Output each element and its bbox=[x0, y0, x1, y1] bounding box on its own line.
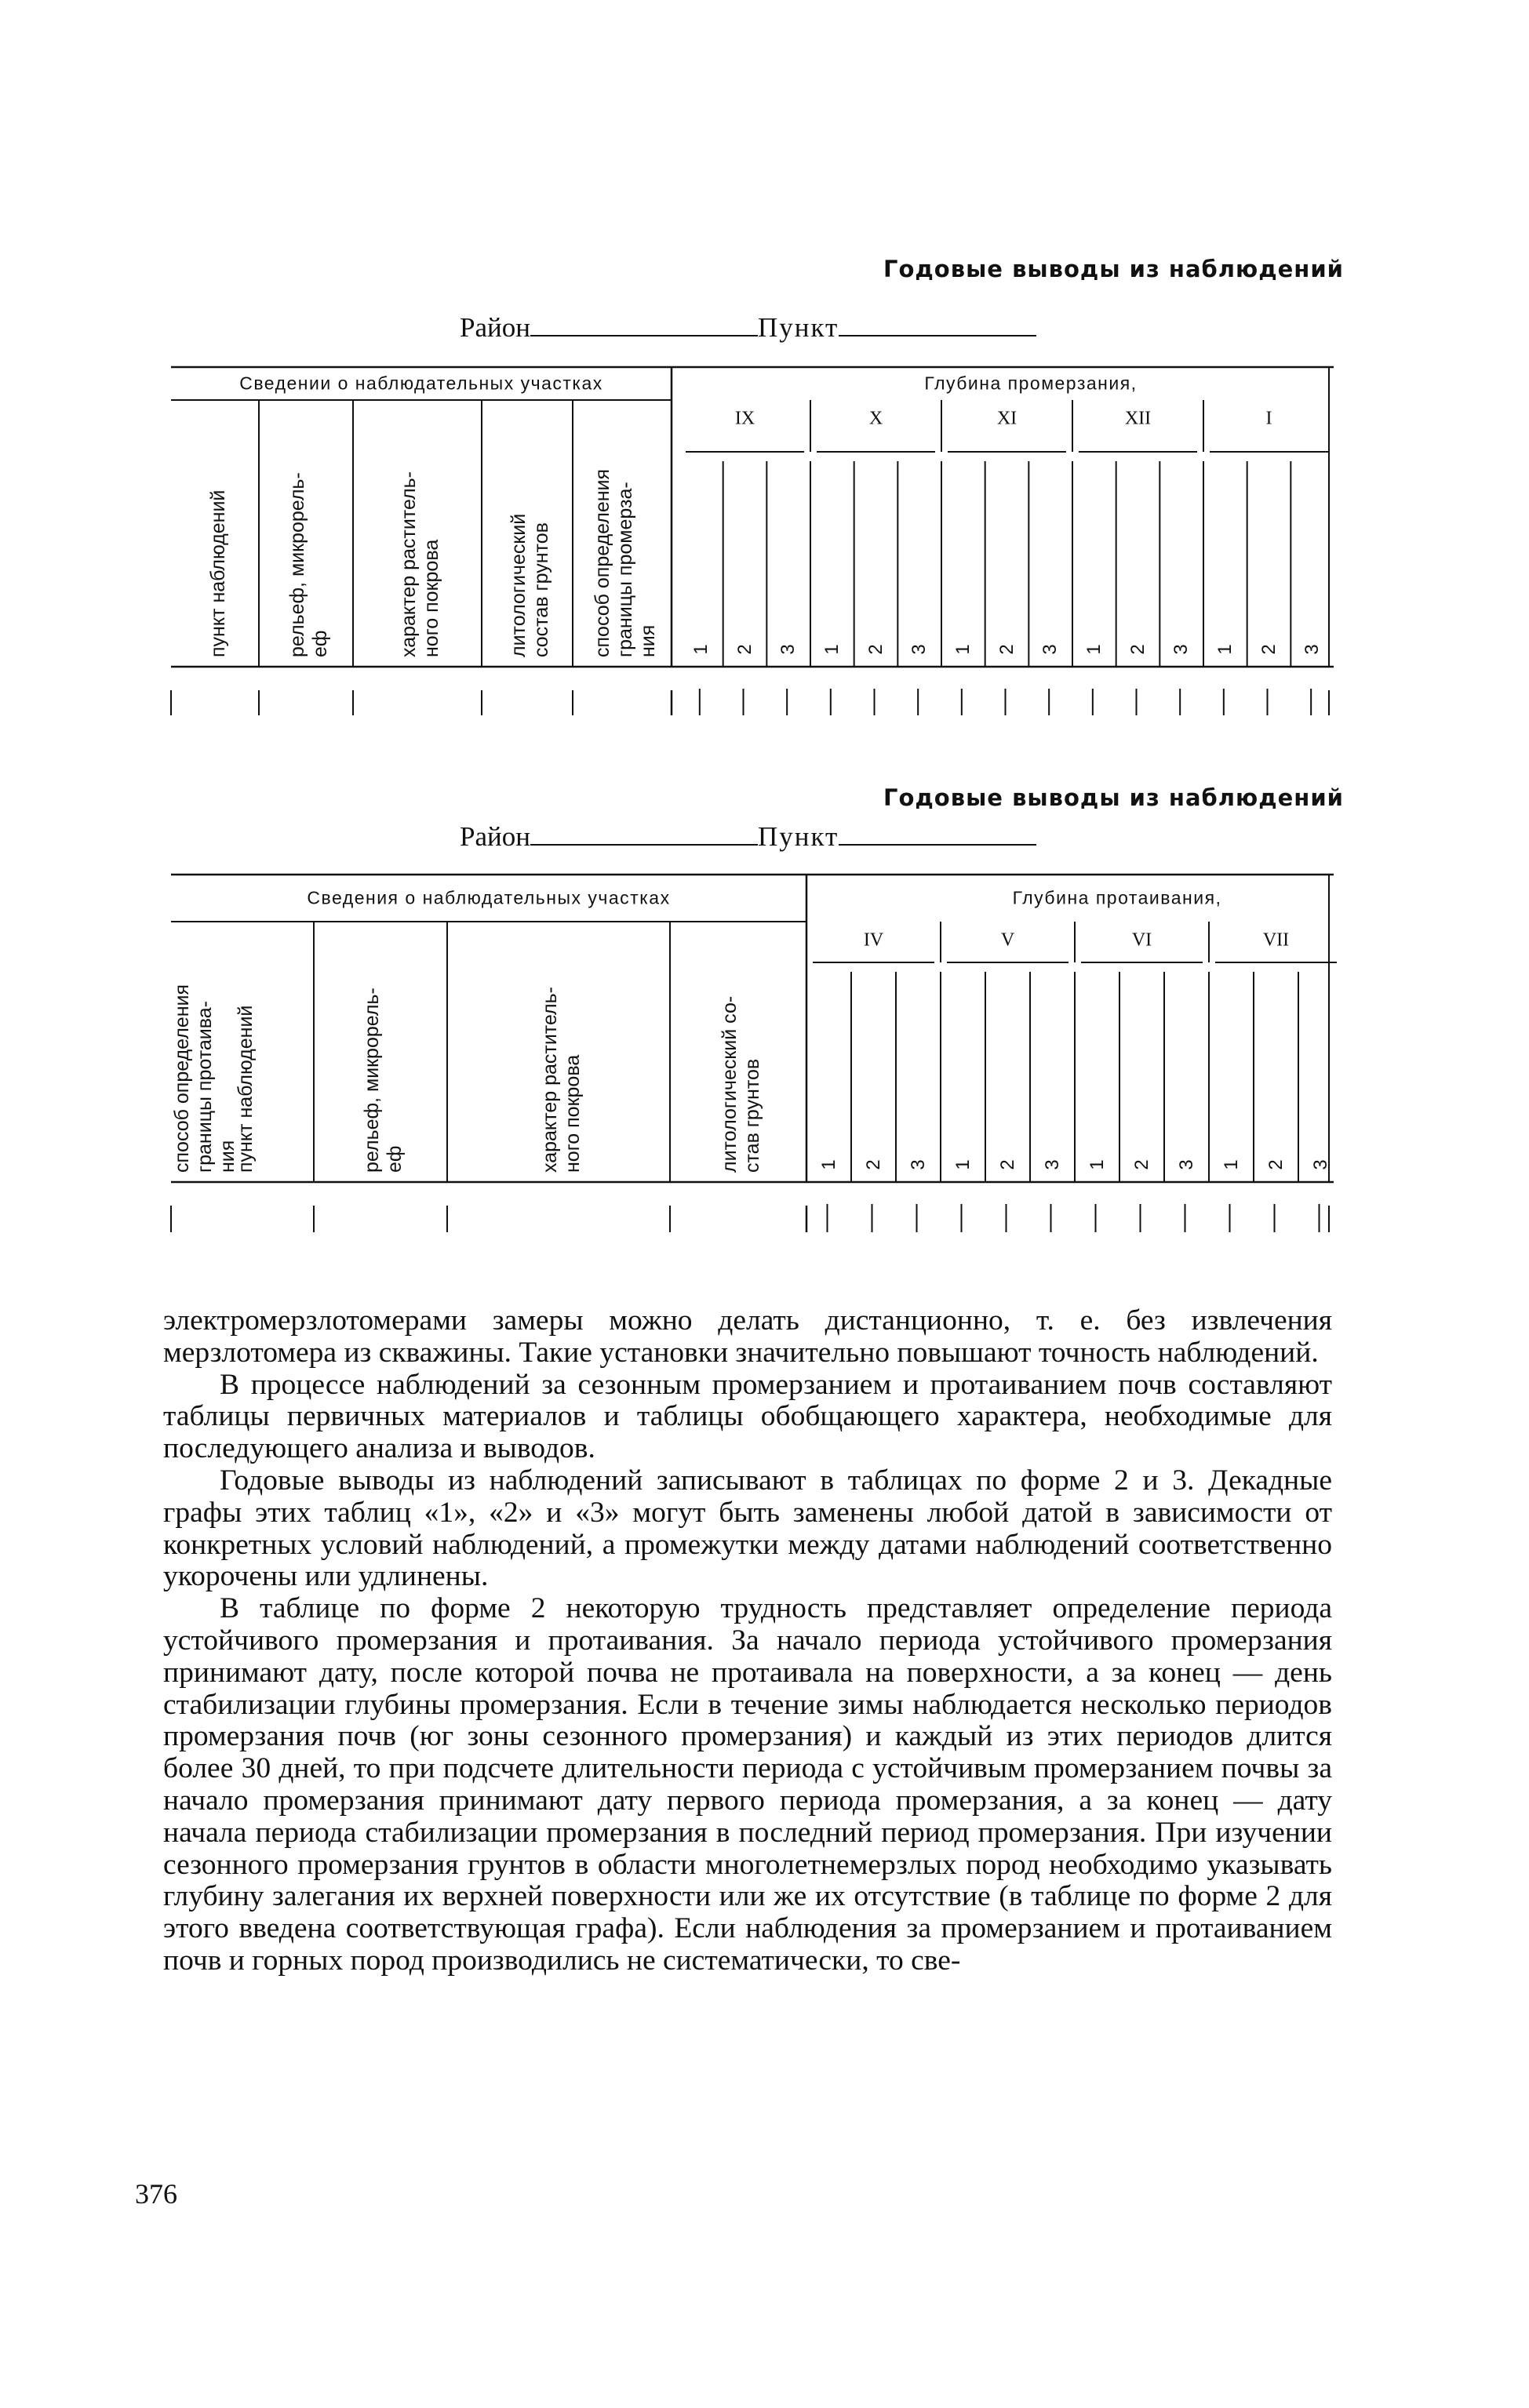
decade-label: 2 bbox=[865, 644, 886, 655]
month-label: I bbox=[1265, 408, 1272, 429]
month-label: VI bbox=[1131, 929, 1152, 951]
month-label: IX bbox=[734, 408, 755, 429]
table1 bbox=[171, 367, 1334, 715]
column-header: способ определения границы протаива- ния bbox=[171, 984, 238, 1173]
decade-label: 3 bbox=[1041, 1159, 1063, 1170]
column-header: способ определения границы промерза- ния bbox=[591, 468, 659, 657]
decade-label: 3 bbox=[1039, 644, 1061, 655]
decade-label: 3 bbox=[1301, 644, 1323, 655]
month-label: X bbox=[868, 408, 883, 429]
point-blank bbox=[839, 316, 1036, 336]
month-label: VII bbox=[1262, 929, 1290, 951]
decade-label: 3 bbox=[907, 1159, 929, 1170]
paragraph: Годовые выводы из наблюдений записывают в таблицах по форме 2 и 3. Декадные графы этих таблиц «1», «2» и «3» могут быть заменены любой датой в зависимости от конкретных условий наблюдений, а промежутки между датами наблюдений соответственно укорочены или удлинены. bbox=[163, 1464, 1332, 1593]
column-header: характер раститель- ного покрова bbox=[398, 471, 442, 657]
month-label: V bbox=[1000, 929, 1015, 951]
decade-label: 1 bbox=[690, 644, 712, 655]
decade-label: 3 bbox=[1170, 644, 1192, 655]
table1-region-line bbox=[460, 312, 1036, 344]
decade-label: 3 bbox=[1175, 1159, 1197, 1170]
decade-label: 2 bbox=[996, 1159, 1018, 1170]
decade-label: 1 bbox=[821, 644, 843, 655]
column-header: рельеф, микрорель- еф bbox=[286, 472, 331, 657]
decade-label: 3 bbox=[908, 644, 930, 655]
table2-region-line bbox=[460, 821, 1036, 853]
table2 bbox=[171, 875, 1334, 1232]
month-label: XI bbox=[996, 408, 1018, 429]
left-group-header: Сведения о наблюдательных участках bbox=[307, 887, 671, 908]
decade-label: 2 bbox=[996, 644, 1018, 655]
left-group-header: Сведении о наблюдательных участках bbox=[239, 373, 603, 394]
paragraph: электромерзлотомерами замеры можно делать дистанционно, т. е. без извлечения мерзлотомера из скважины. Такие установки значительно повышают точность наблюдений. bbox=[163, 1304, 1332, 1369]
decade-label: 1 bbox=[1083, 644, 1105, 655]
decade-label: 2 bbox=[1265, 1159, 1287, 1170]
decade-label: 3 bbox=[777, 644, 799, 655]
column-header: пункт наблюдений bbox=[234, 1005, 257, 1173]
decade-label: 2 bbox=[862, 1159, 884, 1170]
region-blank bbox=[530, 316, 758, 336]
decade-label: 2 bbox=[1127, 644, 1149, 655]
paragraph: В таблице по форме 2 некоторую трудность представляет определение периода устойчивого промерзания и протаивания. За начало периода устойчивого промерзания принимают дату, после которой почва не протаивала на поверхности, а за конец — день стабилизации глубины промерзания. Если в течение зимы наблюдается несколько периодов промерзания почв (юг зоны сезонного промерзания) и каждый из этих периодов длится более 30 дней, то при подсчете длительности периода с устойчивым промерзанием почвы за начало промерзания принимают дату первого периода промерзания, а за конец — дату начала периода стабилизации промерзания в последний период промерзания. При изучении сезонного промерзания грунтов в области многолетнемерзлых пород необходимо указывать глубину залегания их верхней поверхности или же их отсутствие (в таблице по форме 2 для этого введена соответствующая графа). Если наблюдения за промерзанием и протаиванием почв и горных пород производились не систематически, то све- bbox=[163, 1592, 1332, 1977]
body-text bbox=[163, 1305, 1332, 1977]
decade-label: 1 bbox=[952, 644, 974, 655]
point-blank bbox=[839, 825, 1036, 846]
region-blank bbox=[530, 825, 758, 846]
column-header: рельеф, микрорель- еф bbox=[361, 988, 406, 1173]
decade-label: 1 bbox=[1214, 644, 1236, 655]
decade-label: 1 bbox=[952, 1159, 974, 1170]
page-number: 376 bbox=[135, 2178, 177, 2210]
region-label: Район bbox=[460, 821, 530, 852]
decade-label: 1 bbox=[817, 1159, 839, 1170]
month-label: IV bbox=[863, 929, 884, 951]
decade-label: 1 bbox=[1086, 1159, 1108, 1170]
point-label: Пункт bbox=[757, 821, 839, 852]
region-label: Район bbox=[460, 312, 530, 343]
decade-label: 1 bbox=[1220, 1159, 1242, 1170]
table1-title: Годовые выводы из наблюдений bbox=[883, 256, 1344, 282]
column-header: литологический со- став грунтов bbox=[719, 995, 763, 1173]
column-header: пункт наблюдений bbox=[206, 489, 229, 657]
decade-label: 2 bbox=[1130, 1159, 1152, 1170]
column-header: литологический состав грунтов bbox=[508, 513, 552, 657]
paragraph: В процессе наблюдений за сезонным промерзанием и протаиванием почв составляют таблицы первичных материалов и таблицы обобщающего характера, необходимые для последующего анализа и выводов. bbox=[163, 1368, 1332, 1465]
month-label: XII bbox=[1124, 408, 1152, 429]
decade-label: 3 bbox=[1309, 1159, 1331, 1170]
point-label: Пункт bbox=[757, 312, 839, 343]
table2-title: Годовые выводы из наблюдений bbox=[883, 784, 1344, 811]
decade-label: 2 bbox=[1258, 644, 1280, 655]
decade-label: 2 bbox=[734, 644, 755, 655]
column-header: характер раститель- ного покрова bbox=[539, 987, 584, 1173]
right-group-header: Глубина промерзания, bbox=[924, 373, 1138, 394]
right-group-header: Глубина протаивания, bbox=[1012, 887, 1222, 908]
